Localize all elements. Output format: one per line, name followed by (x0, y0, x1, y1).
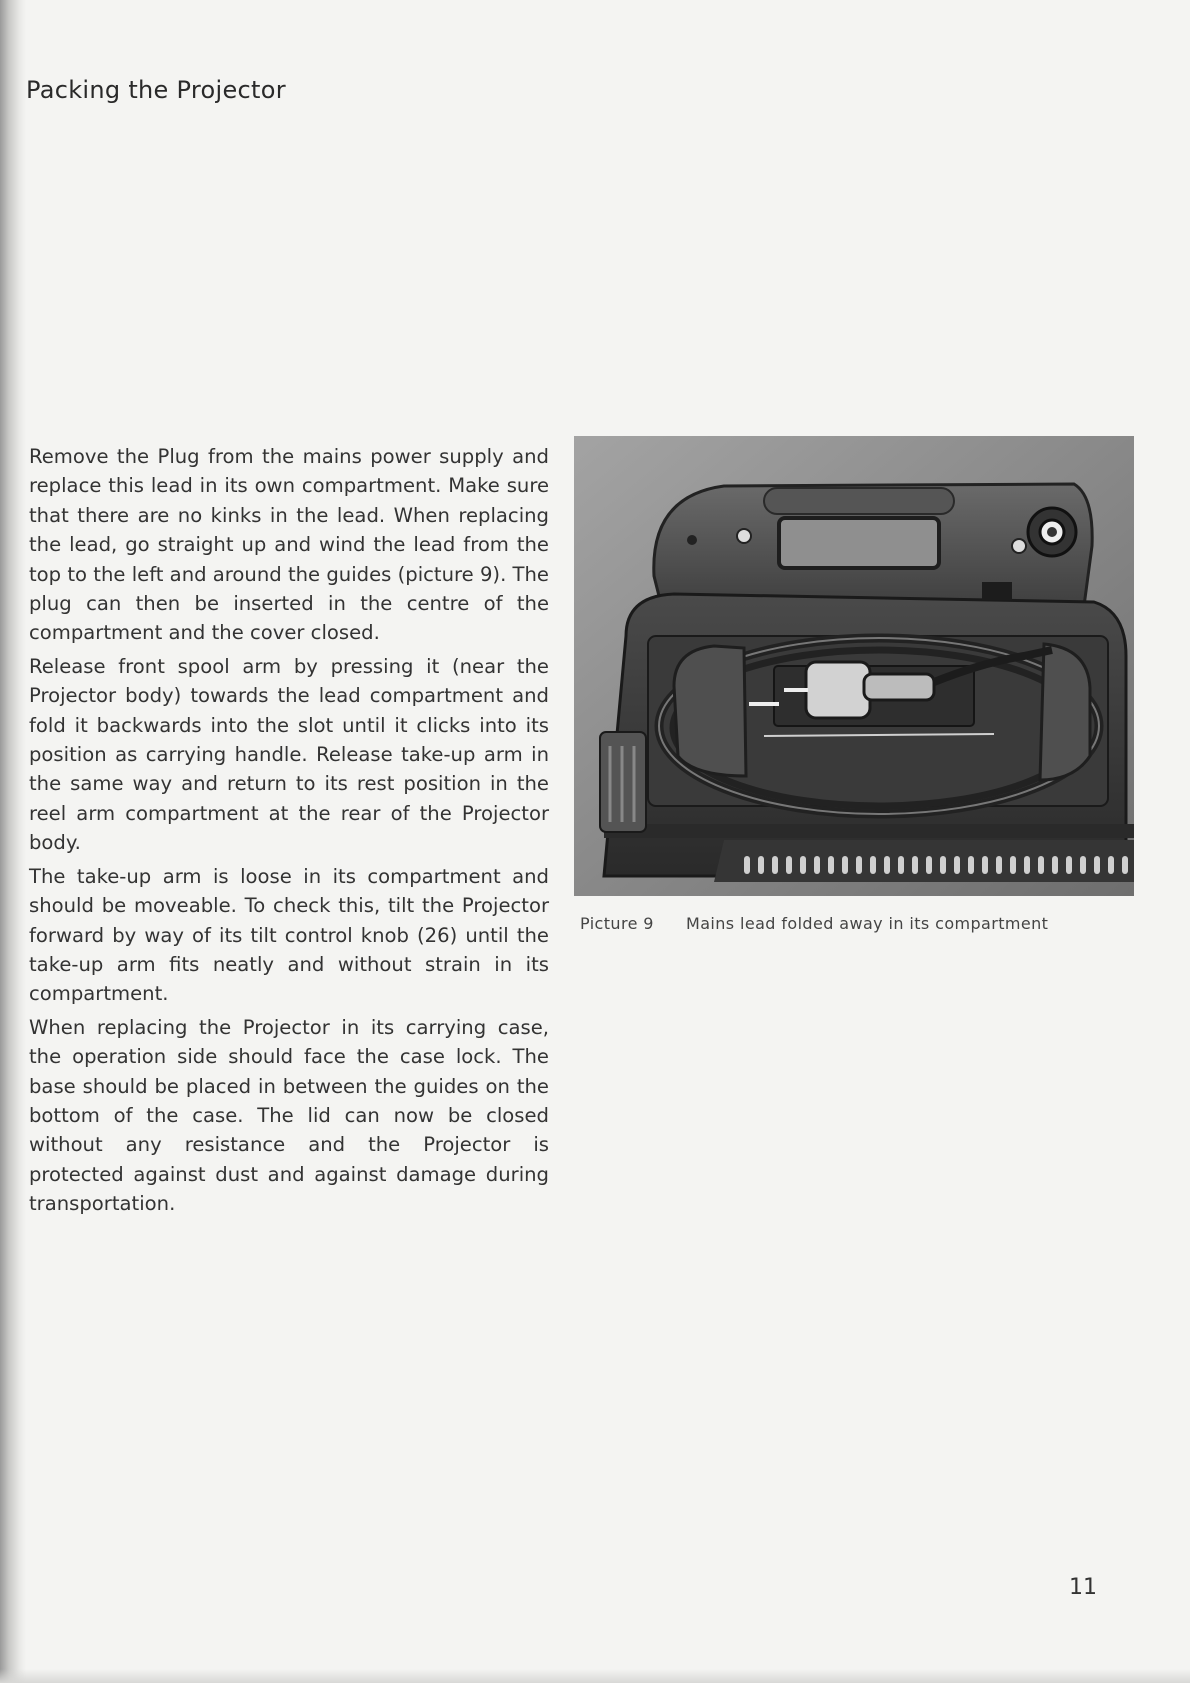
projector-photo (574, 436, 1134, 896)
figure-caption-text: Mains lead folded away in its compartment (686, 914, 1049, 933)
page-binding-shadow (0, 0, 26, 1683)
page-title: Packing the Projector (26, 76, 286, 104)
paragraph-take-up-arm: The take-up arm is loose in its compartment and should be moveable. To check this, tilt the Projector forward by way of its tilt control knob (26) until the take-up arm fits neatly and without strain in its compartment. (29, 864, 549, 1006)
projector-photo-illustration (574, 436, 1134, 896)
page-bottom-shadow (0, 1669, 1190, 1683)
paragraph-carrying-case: When replacing the Projector in its carrying case, the operation side should face the case lock. The base should be placed in between the guides on the bottom of the case. The lid can now be closed without any resistance and the Projector is protected against dust and against damage during transportation. (29, 1015, 549, 1216)
page-number: 11 (1069, 1575, 1097, 1600)
body-text (29, 442, 549, 1223)
paragraph-packing-lead: Remove the Plug from the mains power supply and replace this lead in its own compartment. Make sure that there are no kinks in the lead. When replacing the lead, go straight up and wind the lead from the top to the left and around the guides (picture 9). The plug can then be inserted in the centre of the compartment and the cover closed. (29, 445, 549, 645)
figure-caption (580, 914, 1048, 933)
figure-label: Picture 9 (580, 914, 654, 933)
paragraph-spool-arms: Release front spool arm by pressing it (near the Projector body) towards the lead compartment and fold it backwards into the slot until it clicks into its position as carrying handle. Release take-up arm in the same way and return to its rest position in the reel arm compartment at the rear of the Projector body. (29, 654, 549, 855)
